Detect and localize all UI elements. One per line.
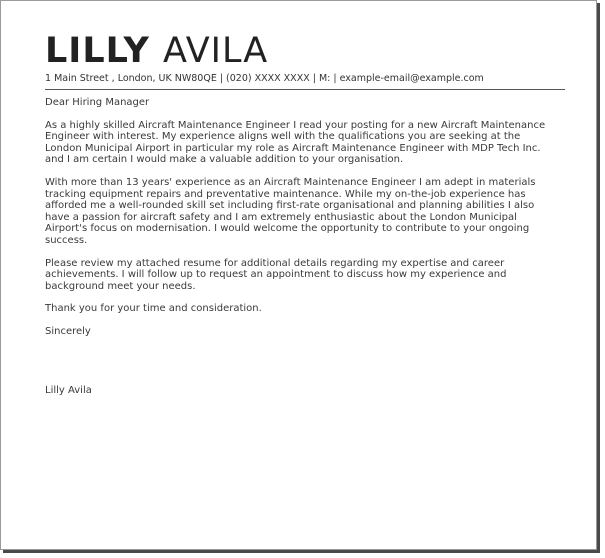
- paragraph-experience: With more than 13 years' experience as an Aircraft Maintenance Engineer I am adept in materials tracking equipment repairs and preventative maintenance. While my on-the-job experience has afforded me a well-rounded skill set including first-rate organisational and planning abilities I also have a passion for aircraft safety and I am extremely enthusiastic about the London Municipal Airport's focus on modernisation. I would welcome the opportunity to contribute to your ongoing success.: [45, 176, 536, 246]
- last-name: AVILA: [163, 31, 269, 71]
- signature-space: [45, 349, 557, 385]
- salutation: Dear Hiring Manager: [45, 97, 150, 108]
- closing: Sincerely: [45, 325, 91, 337]
- header-divider: [45, 89, 565, 90]
- paragraph-thanks: Thank you for your time and consideration.: [45, 303, 262, 315]
- letterhead: [45, 31, 565, 90]
- paragraph-intro: As a highly skilled Aircraft Maintenance Engineer I read your posting for a new Aircraft Maintenance Engineer with interest. My experience aligns well with the qualifications you are seeking at the London Municipal Airport in particular my role as Aircraft Maintenance Engineer with MDP Tech Inc. and I am certain I would make a valuable addition to your organisation.: [45, 119, 546, 166]
- contact-line: 1 Main Street , London, UK NW80QE | (020) XXXX XXXX | M: | example-email@example.com: [45, 73, 484, 84]
- letter-body: [45, 97, 557, 407]
- first-name: LILLY: [45, 31, 150, 71]
- signature-name: Lilly Avila: [45, 384, 92, 396]
- applicant-name: [45, 31, 565, 71]
- paragraph-follow-up: Please review my attached resume for additional details regarding my expertise and career achievements. I will follow up to request an appointment to discuss how my experience and background meet your needs.: [45, 257, 507, 292]
